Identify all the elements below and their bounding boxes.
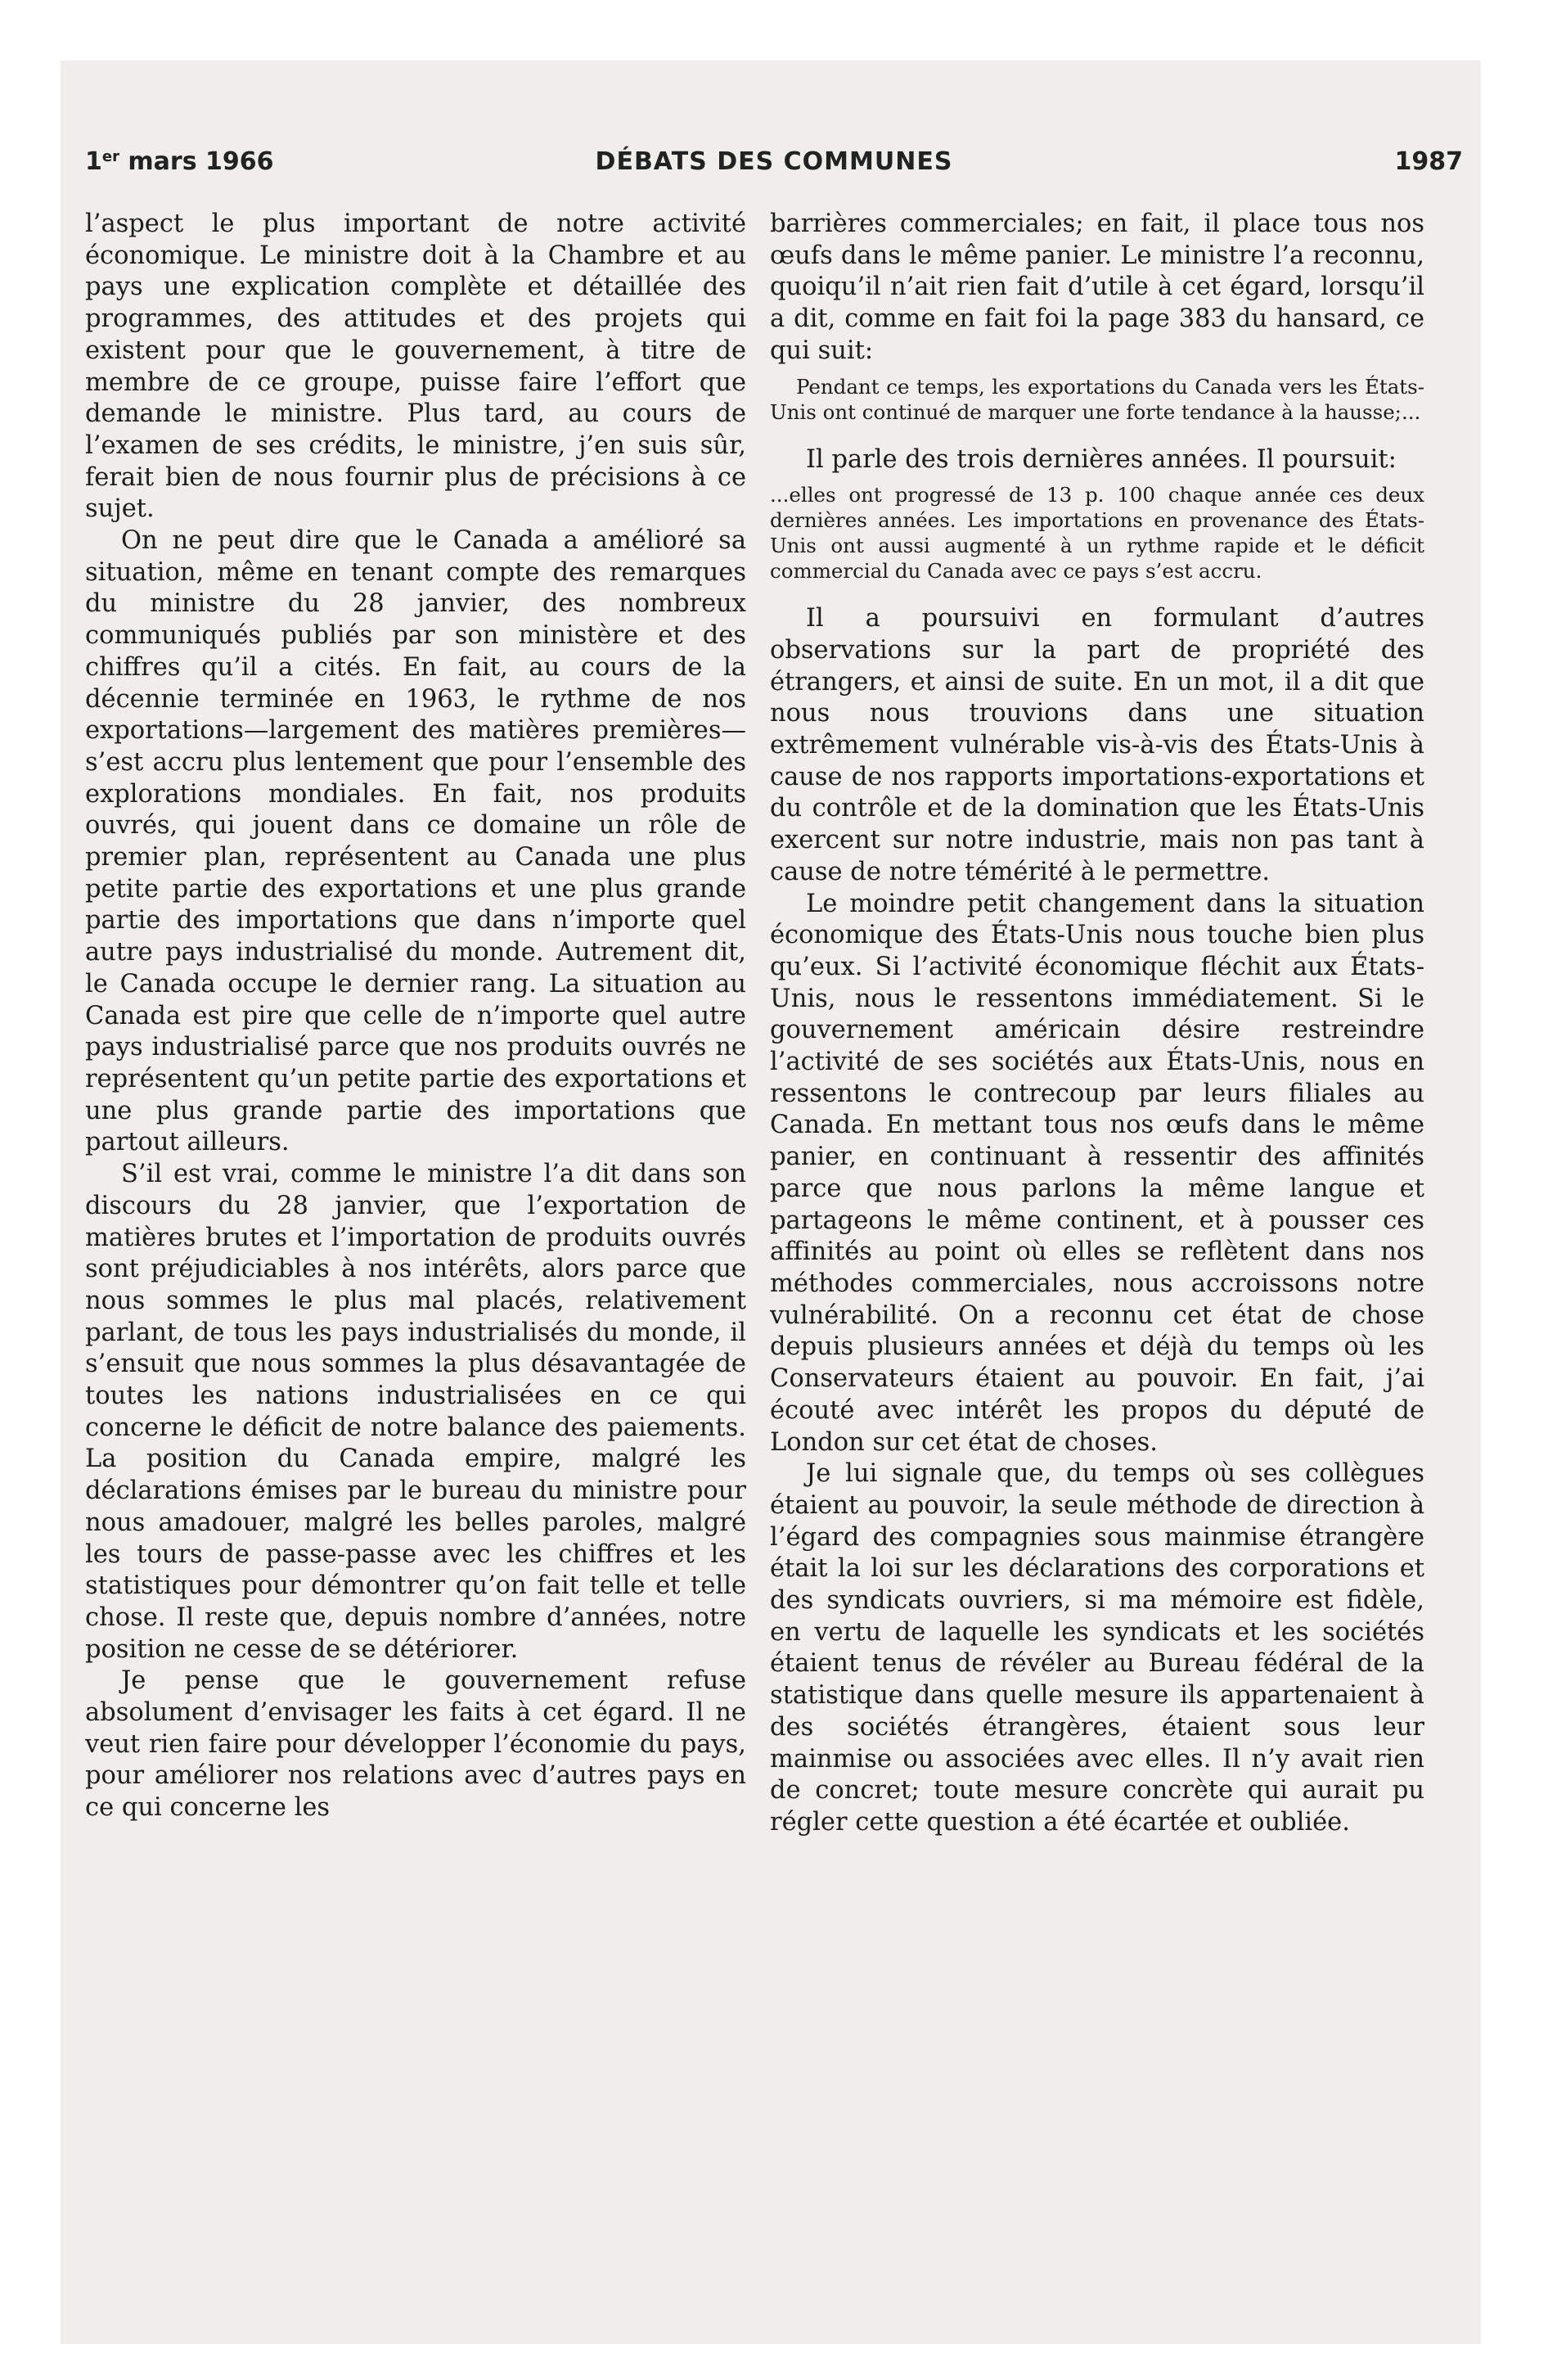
quote-1: Pendant ce temps, les exportations du Canada vers les États-Unis ont continué de marquer une forte tendance à la hausse;... [770,374,1424,424]
left-paragraph-1: l’aspect le plus important de notre activité économique. Le ministre doit à la Chambre et au pays une explication complète et détaillée des programmes, des attitudes et des projets qui existent pour que le gouvernement, à titre de membre de ce groupe, puisse faire l’effort que demande le ministre. Plus tard, au cours de l’examen de ses crédits, le ministre, j’en suis sûr, ferait bien de nous fournir plus de précisions à ce sujet. [85,210,746,524]
left-paragraph-4: Je pense que le gouvernement refuse absolument d’envisager les faits à cet égard. Il ne veut rien faire pour développer l’économie du pays, pour améliorer nos relations avec d’autres pays en ce qui concerne les [85,1666,746,1823]
header-date: 1er mars 1966 [85,147,274,176]
right-paragraph-2: Il parle des trois dernières années. Il poursuit: [806,444,1397,474]
left-paragraph-3: S’il est vrai, comme le ministre l’a dit dans son discours du 28 janvier, que l’exportation de matières brutes et l’importation de produits ouvrés sont préjudiciables à nos intérêts, alors parce que nous sommes le plus mal placés, relativement parlant, de tous les pays industrialisés du monde, il s’ensuit que nous sommes la plus désavantagée de toutes les nations industrialisées en ce qui concerne le déficit de notre balance des paiements. La position du Canada empire, malgré les déclarations émises par le bureau du ministre pour nous amadouer, malgré les belles paroles, malgré les tours de passe-passe avec les chiffres et les statistiques pour démontrer qu’on fait telle et telle chose. Il reste que, depuis nombre d’années, notre position ne cesse de se détériorer. [85,1160,746,1664]
right-column [770,209,1424,1839]
quote-2: ...elles ont progressé de 13 p. 100 chaque année ces deux dernières années. Les importations en provenance des États-Unis ont aussi augmenté à un rythme rapide et le déficit commercial du Canada avec ce pays s’est accru. [770,483,1424,584]
left-column [85,209,746,1824]
page-header [85,147,1463,188]
right-paragraph-3: Il a poursuivi en formulant d’autres observations sur la part de propriété des étrangers, et ainsi de suite. En un mot, il a dit que nous nous trouvions dans une situation extrêmement vulnérable vis-à-vis des États-Unis à cause de nos rapports importations-exportations et du contrôle et de la domination que les États-Unis exercent sur notre industrie, mais non pas tant à cause de notre témérité à le permettre. [770,604,1424,886]
header-page-number: 1987 [1394,147,1463,176]
right-paragraph-4: Le moindre petit changement dans la situation économique des États-Unis nous touche bien plus qu’eux. Si l’activité économique fléchit aux États-Unis, nous le ressentons immédiatement. Si le gouvernement américain désire restreindre l’activité de ses sociétés aux États-Unis, nous en ressentons le contrecoup par leurs filiales au Canada. En mettant tous nos œufs dans le même panier, en continuant à ressentir des affinités parce que nous parlons la même langue et partageons le même continent, et à pousser ces affinités au point où elles se reflètent dans nos méthodes commerciales, nous accroissons notre vulnérabilité. On a reconnu cet état de chose depuis plusieurs années et déjà du temps où les Conservateurs étaient au pouvoir. En fait, j’ai écouté avec intérêt les propos du député de London sur cet état de choses. [770,889,1424,1457]
header-title: DÉBATS DES COMMUNES [595,147,953,176]
right-paragraph-5: Je lui signale que, du temps où ses collègues étaient au pouvoir, la seule méthode de direction à l’égard des compagnies sous mainmise étrangère était la loi sur les déclarations des corporations et des syndicats ouvriers, si ma mémoire est fidèle, en vertu de laquelle les syndicats et les sociétés étaient tenus de révéler au Bureau fédéral de la statistique dans quelle mesure ils appartenaient à des sociétés étrangères, étaient sous leur mainmise ou associées avec elles. Il n’y avait rien de concret; toute mesure concrète qui aurait pu régler cette question a été écartée et oubliée. [770,1459,1424,1837]
header-date-ordinal: er [101,148,119,166]
right-paragraph-1: barrières commerciales; en fait, il place tous nos œufs dans le même panier. Le ministre l’a reconnu, quoiqu’il n’ait rien fait d’utile à cet égard, lorsqu’il a dit, comme en fait foi la page 383 du hansard, ce qui suit: [770,210,1424,365]
left-paragraph-2: On ne peut dire que le Canada a amélioré sa situation, même en tenant compte des remarques du ministre du 28 janvier, des nombreux communiqués publiés par son ministère et des chiffres qu’il a cités. En fait, au cours de la décennie terminée en 1963, le rythme de nos exportations—largement des matières premières—s’est accru plus lentement que pour l’ensemble des explorations mondiales. En fait, nos produits ouvrés, qui jouent dans ce domaine un rôle de premier plan, représentent au Canada une plus petite partie des exportations et une plus grande partie des importations que dans n’importe quel autre pays industrialisé du monde. Autrement dit, le Canada occupe le dernier rang. La situation au Canada est pire que celle de n’importe quel autre pays industrialisé parce que nos produits ouvrés ne représentent qu’un petite partie des exportations et une plus grande partie des importations que partout ailleurs. [85,526,746,1157]
